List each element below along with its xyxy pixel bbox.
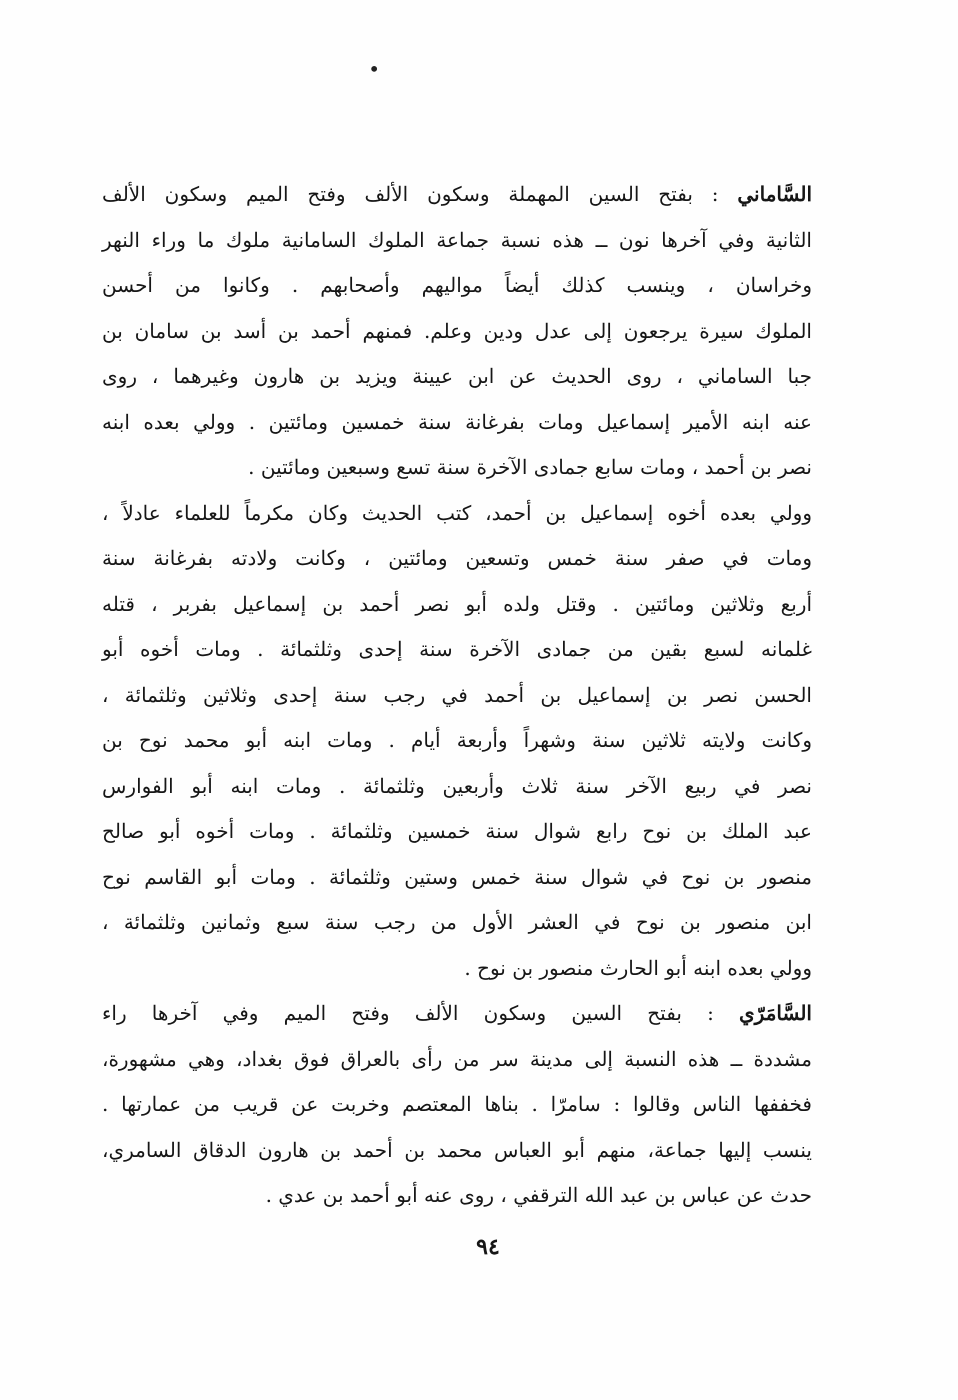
text-line: وولي بعده ابنه أبو الحارث منصور بن نوح . [464,955,812,980]
text-line: فخففها الناس وقالوا : سامرّا . بناها المعتصم وخربت عن قريب من عمارتها . [102,1092,812,1116]
headword-samani: السَّاماني [737,182,813,206]
text-line: ابن منصور بن نوح في العشر الأول من رجب سنة سبع وثمانين وثلثمائة ، [102,910,812,934]
text-line: نصر بن أحمد ، ومات سابع جمادى الآخرة سنة تسع وسبعين ومائتين . [248,455,812,479]
text-line: أربع وثلاثين ومائتين . وقتل ولده أبو نصر أحمد بن إسماعيل بفربر ، قتله [102,591,812,616]
entry-samani [102,172,812,991]
body-text [102,172,812,1219]
top-ink-mark: • [368,57,380,81]
text-line: حدث عن عباس بن عبد الله الترقفي ، روى عنه أبو أحمد بن عدي . [265,1183,812,1207]
text-line: غلمانه لسبع بقين من جمادى الآخرة سنة إحدى وثلثمائة . ومات أخوه أبو [102,637,812,661]
text-line: نصر في ربيع الآخر سنة ثلاث وأربعين وثلثمائة . ومات ابنه أبو الفوارس [102,773,812,798]
text-line: عنه ابنه الأمير إسماعيل ومات بفرغانة سنة خمسين ومائتين . وولي بعده ابنه [102,409,812,434]
text-line: منصور بن نوح في شوال سنة خمس وستين وثلثمائة . ومات أبو القاسم نوح [102,864,812,889]
text-line: الثانية وفي آخرها نون ــ هذه نسبة جماعة الملوك السامانية ملوك ما وراء النهر [102,227,812,252]
text-line: السَّاماني : بفتح السين المهملة وسكون الألف وفتح الميم وسكون الألف [102,182,813,206]
text-line: عبد الملك بن نوح رابع شوال سنة خمسين وثلثمائة . ومات أخوه أبو صالح [102,819,812,843]
text-line: وخراسان ، وينسب كذلك أيضاً مواليهم وأصحابهم . وكانوا من أحسن [102,273,812,297]
text-line: السَّامَرّي : بفتح السين وسكون الألف وفتح الميم وفي آخرها راء [102,1001,812,1025]
text-line: ينسب إليها جماعة، منهم أبو العباس محمد بن أحمد بن هارون الدقاق السامري، [102,1137,812,1162]
text-line: الملوك سيرة يرجعون إلى عدل ودين وعلم. فمنهم أحمد بن أسد بن سامان بن [102,318,812,343]
text-line: مشددة ــ هذه النسبة إلى مدينة سر من رأى بالعراق فوق بغداد، وهي مشهورة، [102,1046,812,1071]
text-line: وكانت ولايته ثلاثين سنة وشهراً وأربعة أيام . ومات ابنه أبو محمد نوح بن [102,728,812,752]
text-line: ومات في صفر سنة خمس وتسعين ومائتين ، وكانت ولادته بفرغانة سنة [102,546,812,570]
entry-samarri [102,991,812,1219]
text-line: جبا الساماني ، روى الحديث عن ابن عيينة ويزيد بن هارون وغيرهما ، روى [102,364,812,388]
headword-samarri: السَّامَرّي [739,1001,812,1025]
text-line: الحسن نصر بن إسماعيل بن أحمد في رجب سنة إحدى وثلاثين وثلثمائة ، [102,682,812,707]
text-line: وولي بعده أخوه إسماعيل بن أحمد، كتب الحديث وكان مكرماً للعلماء عادلاً ، [102,500,812,525]
page-number: ٩٤ [476,1234,500,1260]
